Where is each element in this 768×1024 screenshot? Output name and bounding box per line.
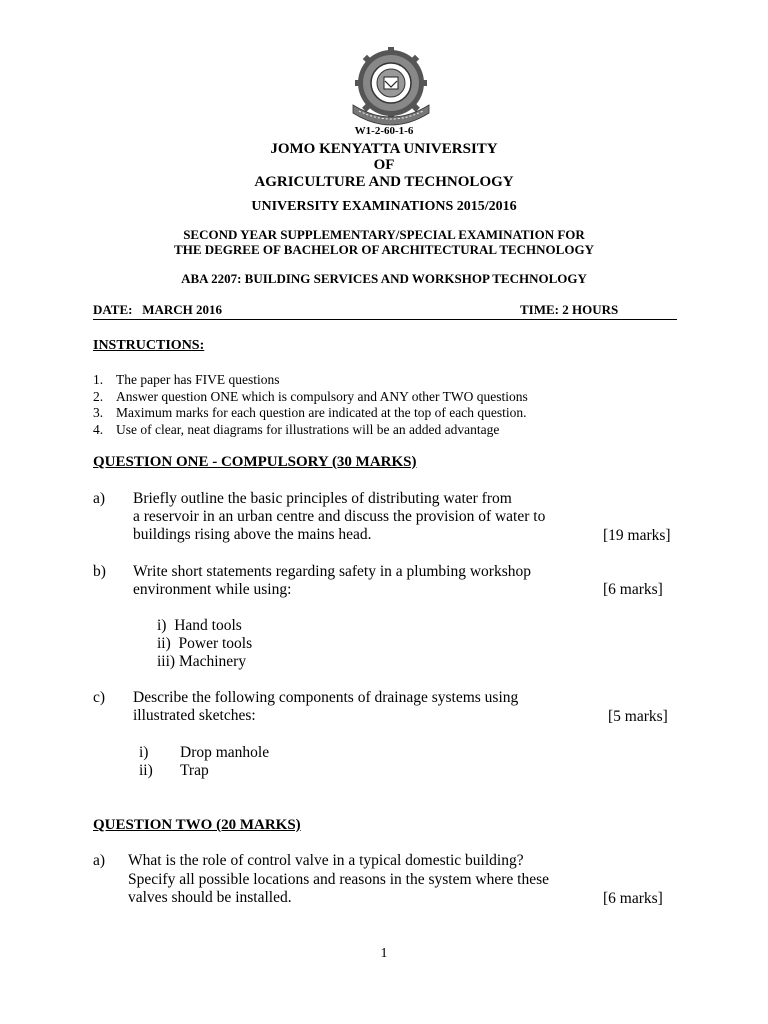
question-two-heading: QUESTION TWO (20 MARKS) <box>93 817 301 833</box>
sub-item: i) Hand tools <box>157 617 242 634</box>
header-divider <box>93 319 677 320</box>
instruction-item <box>93 388 103 405</box>
marks-label: [19 marks] <box>603 527 671 544</box>
instruction-text: Answer question ONE which is compulsory and ANY other TWO questions <box>116 389 528 404</box>
exam-code: W1-2-60-1-6 <box>354 125 414 137</box>
question-text-line: Specify all possible locations and reasons in the system where these <box>128 871 549 888</box>
course-title: ABA 2207: BUILDING SERVICES AND WORKSHOP TECHNOLOGY <box>181 271 587 286</box>
marks-label: [5 marks] <box>608 708 668 725</box>
question-one-heading: QUESTION ONE - COMPULSORY (30 MARKS) <box>93 454 417 470</box>
sub-item-number: i) <box>139 744 149 761</box>
exam-subtitle-line1: SECOND YEAR SUPPLEMENTARY/SPECIAL EXAMINATION FOR <box>183 227 585 242</box>
sub-item: ii) Power tools <box>157 635 253 652</box>
exam-title: UNIVERSITY EXAMINATIONS 2015/2016 <box>251 199 517 214</box>
question-text-line: environment while using: <box>133 581 292 598</box>
question-label: c) <box>93 689 106 706</box>
question-text-line: Briefly outline the basic principles of distributing water from <box>133 490 512 507</box>
question-text-line: Describe the following components of drainage systems using <box>133 689 519 706</box>
exam-date: DATE: MARCH 2016 <box>93 302 223 317</box>
question-text-line: valves should be installed. <box>128 889 292 906</box>
university-name-line1: JOMO KENYATTA UNIVERSITY <box>270 141 498 157</box>
instruction-text: Use of clear, neat diagrams for illustrations will be an added advantage <box>116 422 500 437</box>
university-name-line3: AGRICULTURE AND TECHNOLOGY <box>254 174 514 190</box>
sub-item: iii) Machinery <box>157 653 247 670</box>
instruction-number: 2. <box>93 389 104 404</box>
question-label: a) <box>93 490 106 507</box>
marks-label: [6 marks] <box>603 890 663 907</box>
question-text-line: a reservoir in an urban centre and discuss the provision of water to <box>133 508 546 525</box>
instruction-number: 3. <box>93 405 104 420</box>
question-label: a) <box>93 852 106 869</box>
question-text-line: Write short statements regarding safety in a plumbing workshop <box>133 563 531 580</box>
instruction-item <box>93 404 103 421</box>
instruction-text: The paper has FIVE questions <box>116 372 280 387</box>
question-text-line: illustrated sketches: <box>133 707 256 724</box>
instructions-heading: INSTRUCTIONS: <box>93 338 205 353</box>
instruction-number: 1. <box>93 372 104 387</box>
university-name-line2: OF <box>373 157 395 173</box>
university-logo <box>345 47 437 127</box>
marks-label: [6 marks] <box>603 581 663 598</box>
sub-item: Trap <box>180 762 209 779</box>
question-text-line: What is the role of control valve in a typical domestic building? <box>128 852 524 869</box>
sub-item-number: ii) <box>139 762 153 779</box>
exam-subtitle-line2: THE DEGREE OF BACHELOR OF ARCHITECTURAL TECHNOLOGY <box>174 242 594 257</box>
instruction-item <box>93 371 103 388</box>
exam-time: TIME: 2 HOURS <box>520 302 619 317</box>
instruction-text: Maximum marks for each question are indicated at the top of each question. <box>116 405 527 420</box>
sub-item: Drop manhole <box>180 744 270 761</box>
instruction-item <box>93 421 103 438</box>
instruction-number: 4. <box>93 422 104 437</box>
page-number: 1 <box>380 946 388 961</box>
question-text-line: buildings rising above the mains head. <box>133 526 372 543</box>
question-label: b) <box>93 563 106 580</box>
